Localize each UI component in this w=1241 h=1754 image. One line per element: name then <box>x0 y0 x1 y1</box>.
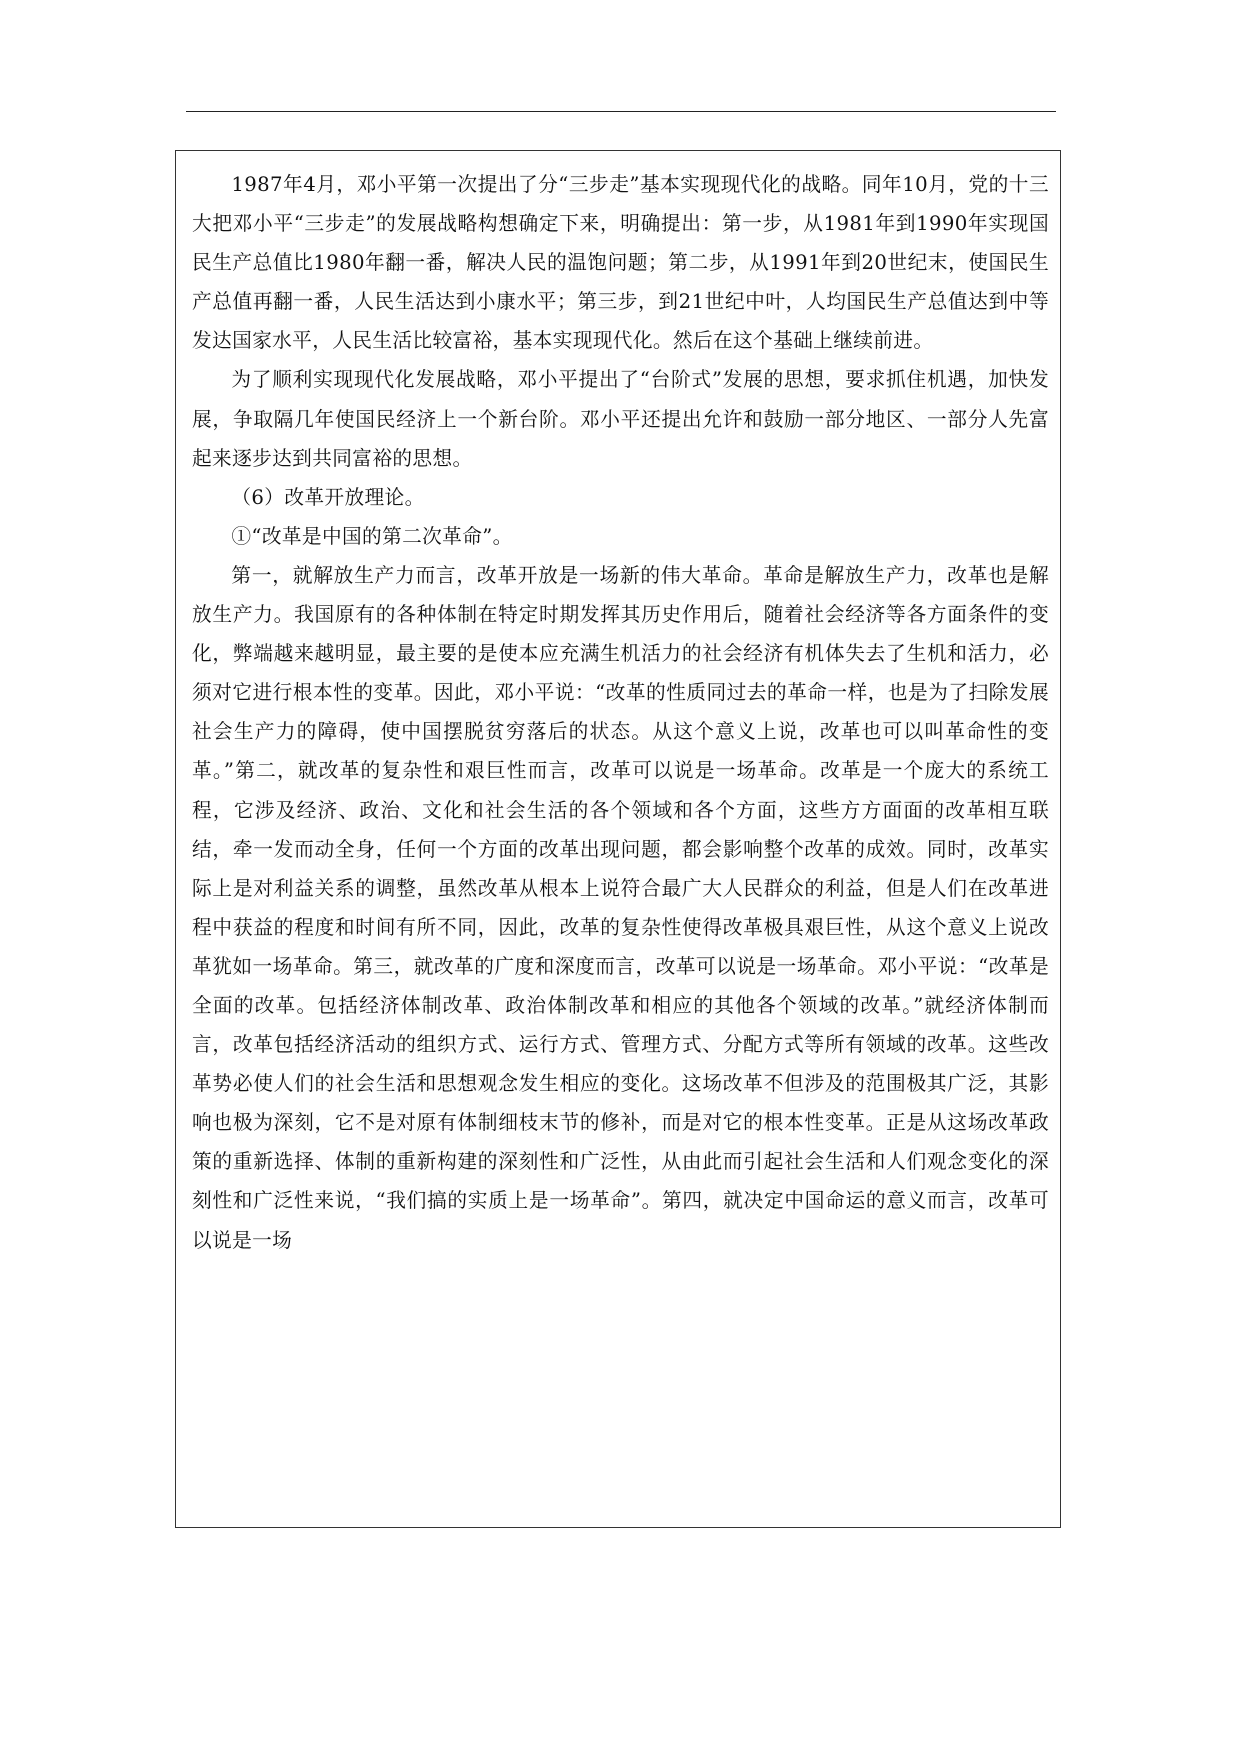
subheading-second-revolution: ①“改革是中国的第二次革命”。 <box>231 524 513 548</box>
paragraph-ladder-development: 为了顺利实现现代化发展战略，邓小平提出了“台阶式”发展的思想，要求抓住机遇，加快发展，争取隔几年使国民经济上一个新台阶。邓小平还提出允许和鼓励一部分地区、一部分人先富起来逐步达到共同富裕的思想。 <box>192 368 1049 470</box>
header-rule <box>186 111 1056 112</box>
text-frame <box>175 150 1061 1528</box>
section-heading-reform-opening: （6）改革开放理论。 <box>231 485 425 509</box>
paragraph-reform-revolution: 第一，就解放生产力而言，改革开放是一场新的伟大革命。革命是解放生产力，改革也是解放生产力。我国原有的各种体制在特定时期发挥其历史作用后，随着社会经济等各方面条件的变化，弊端越来越明显，最主要的是使本应充满生机活力的社会经济有机体失去了生机和活力，必须对它进行根本性的变革。因此，邓小平说：“改革的性质同过去的革命一样，也是为了扫除发展社会生产力的障碍，使中国摆脱贫穷落后的状态。从这个意义上说，改革也可以叫革命性的变革。”第二，就改革的复杂性和艰巨性而言，改革可以说是一场革命。改革是一个庞大的系统工程，它涉及经济、政治、文化和社会生活的各个领域和各个方面，这些方方面面的改革相互联结，牵一发而动全身，任何一个方面的改革出现问题，都会影响整个改革的成效。同时，改革实际上是对利益关系的调整，虽然改革从根本上说符合最广大人民群众的利益，但是人们在改革进程中获益的程度和时间有所不同，因此，改革的复杂性使得改革极具艰巨性，从这个意义上说改革犹如一场革命。第三，就改革的广度和深度而言，改革可以说是一场革命。邓小平说：“改革是全面的改革。包括经济体制改革、政治体制改革和相应的其他各个领域的改革。”就经济体制而言，改革包括经济活动的组织方式、运行方式、管理方式、分配方式等所有领域的改革。这些改革势必使人们的社会生活和思想观念发生相应的变化。这场改革不但涉及的范围极其广泛，其影响也极为深刻，它不是对原有体制细枝末节的修补，而是对它的根本性变革。正是从这场改革政策的重新选择、体制的重新构建的深刻性和广泛性，从由此而引起社会生活和人们观念变化的深刻性和广泛性来说，“我们搞的实质上是一场革命”。第四，就决定中国命运的意义而言，改革可以说是一场 <box>192 563 1049 1252</box>
paragraph-three-step-strategy: 1987年4月，邓小平第一次提出了分“三步走”基本实现现代化的战略。同年10月，党的十三大把邓小平“三步走”的发展战略构想确定下来，明确提出：第一步，从1981年到1990年实现国民生产总值比1980年翻一番，解决人民的温饱问题；第二步，从1991年到20世纪末，使国民生产总值再翻一番，人民生活达到小康水平；第三步，到21世纪中叶，人均国民生产总值达到中等发达国家水平，人民生活比较富裕，基本实现现代化。然后在这个基础上继续前进。 <box>192 173 1049 353</box>
